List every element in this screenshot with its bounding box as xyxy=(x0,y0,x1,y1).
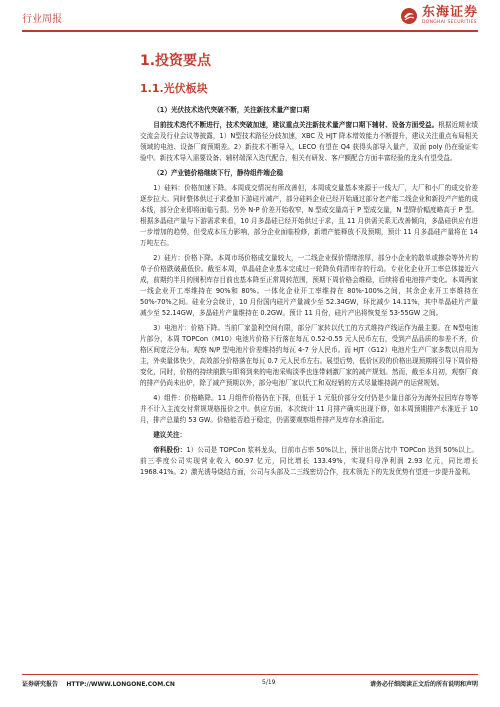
footer-divider xyxy=(22,674,478,675)
main-content xyxy=(22,50,478,482)
footer-disclaimer: 请务必仔细阅读正文后的所有说明和声明 xyxy=(369,681,478,688)
logo-english-name: DONGHAI SECURITIES xyxy=(421,20,477,25)
company-logo xyxy=(400,6,478,25)
page-number: 5/19 xyxy=(262,679,276,686)
body-text xyxy=(140,105,478,478)
footer-url[interactable]: HTTP://WWW.LONGONE.COM.CN xyxy=(66,681,175,688)
paragraph-text: 1）硅料：价格加速下降。本周成交情况有所改善但，本周成交量基本来源于一线大厂，大厂和小厂的成交价差逐步拉大。同时整体供过于求叠加下游硅片减产，部分硅料企业已经开始通过部分老产能二线企业和新投产产能的成本线，部分企业即将面临亏损。另外 N-P 价差开始收窄，N 型成交量高于 P 型成交量，N 型降价幅度略高于 P 型。根据多晶硅产量与下游需求来看，10 月多晶硅已经开始供过于求，且 11 月供需关系无改善倾向，多晶硅供应有进一步增加的趋势，但受成本压力影响，部分企业面临检修，新增产能释放不及预期，预计 11 月多晶硅产量将在 14 万吨左右。 xyxy=(140,184,478,247)
section-heading: 1.投资要点 xyxy=(140,53,212,69)
paragraph xyxy=(140,393,478,426)
paragraph-lead: 目前技术迭代不断进行，技术突破加速，建议重点关注新技术量产窗口期下辅材、设备方面受益。 xyxy=(153,121,439,129)
logo-chinese-name: 东海证券 xyxy=(421,5,478,20)
report-type-tag: 行业周报 xyxy=(22,14,62,25)
paragraph-text: 4）组件：价格略降。11 月组件价格仍在下探，但低于 1 元低价部分交付仍是少量目部分为海外拉回库存等等并不计入主流交付常规规格报价之中。供应方面，本次统计 11 月排产确实出现下修，如本周预期排产水准近于 10 月，排产总量约 53 GW。价格能否趋于稳定，仍需要观察组件排产及库存水准而定。 xyxy=(140,394,478,424)
paragraph-text: 根据近期业绩交流会及行业会议等披露，1）N型技术路径分歧加速，XBC 及 HJT 降本增效能力不断提升，建议关注重点布局相关领域的电池、设备厂商预期差。2）新技术不断导入，LECO 有望在 Q4 获得头部导入量产，双面 poly 仍在验证实验中。新技术导入需要设备、辅材端深入迭代配合，相关有研发、客户额配合方面丰富经验的龙头有望受益。 xyxy=(140,121,479,162)
paragraph-text: 3）电池片：价格下降。当前厂家盈利空间有限，部分厂家转以代工的方式维持产线运作为最主要。在 N型电池片部分，本周 TOPCon（M10）电池片价格下行落在每瓦 0.52-0.55 元人民币左右，受到产品品质的参差不齐，价格区间宽泛分布。观察 N/P 型电池片价差维持约每瓦 4-7 分人民币。而 HJT（G12）电池片生产厂家多数以自用为主，外卖量体快少，高效部分价格落在每瓦 0.7 元人民币左右。展望后势，低价区段的价格出现预期将引导下周价格变化，同时，价格的持续崩跌与即将到来的电池采购淡季也连带刺激厂家的减产规划。然而，截至本月初，观察厂商的排产仍尚未出炉，除了减产预期以外，部分电池厂家以代工和双经销的方式尽量维持满产的运营规划。 xyxy=(140,324,478,387)
paragraph xyxy=(140,323,478,389)
logo-emblem-icon xyxy=(400,7,418,25)
paragraph xyxy=(140,445,478,478)
subheading: （1）光伏技术迭代突破不断，关注新技术量产窗口期 xyxy=(153,106,310,114)
subheading: （2）产业链价格继续下行，静待组件端企稳 xyxy=(153,169,284,177)
paragraph-lead: 帝科股份： xyxy=(153,446,187,454)
footer-label: 证券研究报告 HTTP://WWW.LONGONE.COM.CN xyxy=(22,681,175,688)
subsection-heading: 1.1.光伏板块 xyxy=(140,82,208,95)
paragraph-text: 2）硅片：价格下降。本周市场价格成交量较大，一二线企业保价情绪浓厚，部分小企业的散单或掺杂等外片的单子价格跌破最低价。截至本周，单晶硅企业基本完成过一轮降负荷清库存的行动。专业化企业开工率总体接近六成，前期约半月的囤积库存目前也基本降至正常周转范围，预期下周价格会维稳，后续将看电池排产变化。本周两家一线企业开工率维持在 90%和 80%。一体化企业开工率维持在 80%-100%之间，其余企业开工率维持在 50%-70%之间。硅业分会统计，10 月份国内硅片产量减少至 52.34GW，环比减少 14.11%，其中单晶硅片产量减少至 52.14GW，多晶硅片产量维持在 0.2GW。预计 11 月份，硅片产出将恢复至 53-55GW 之间。 xyxy=(140,254,478,317)
subheading: 建议关注： xyxy=(153,431,187,439)
paragraph xyxy=(140,183,478,249)
header-divider xyxy=(22,30,478,32)
paragraph-text: 1）公司是 TOPCon 浆料龙头，目前市占率 50%以上，预计出货占比中 TOPCon 达到 50%以上。前三季度公司实现营业收入 60.97 亿元，同比增长 133.49%，实现归母净利润 2.93 亿元，同比增长 1968.41%。2）激光诱导烧结方面，公司与头部及二三线密切合作，技术领先下的先发优势有望进一步提升盈利。 xyxy=(140,446,479,476)
paragraph xyxy=(140,120,478,164)
paragraph xyxy=(140,253,478,319)
